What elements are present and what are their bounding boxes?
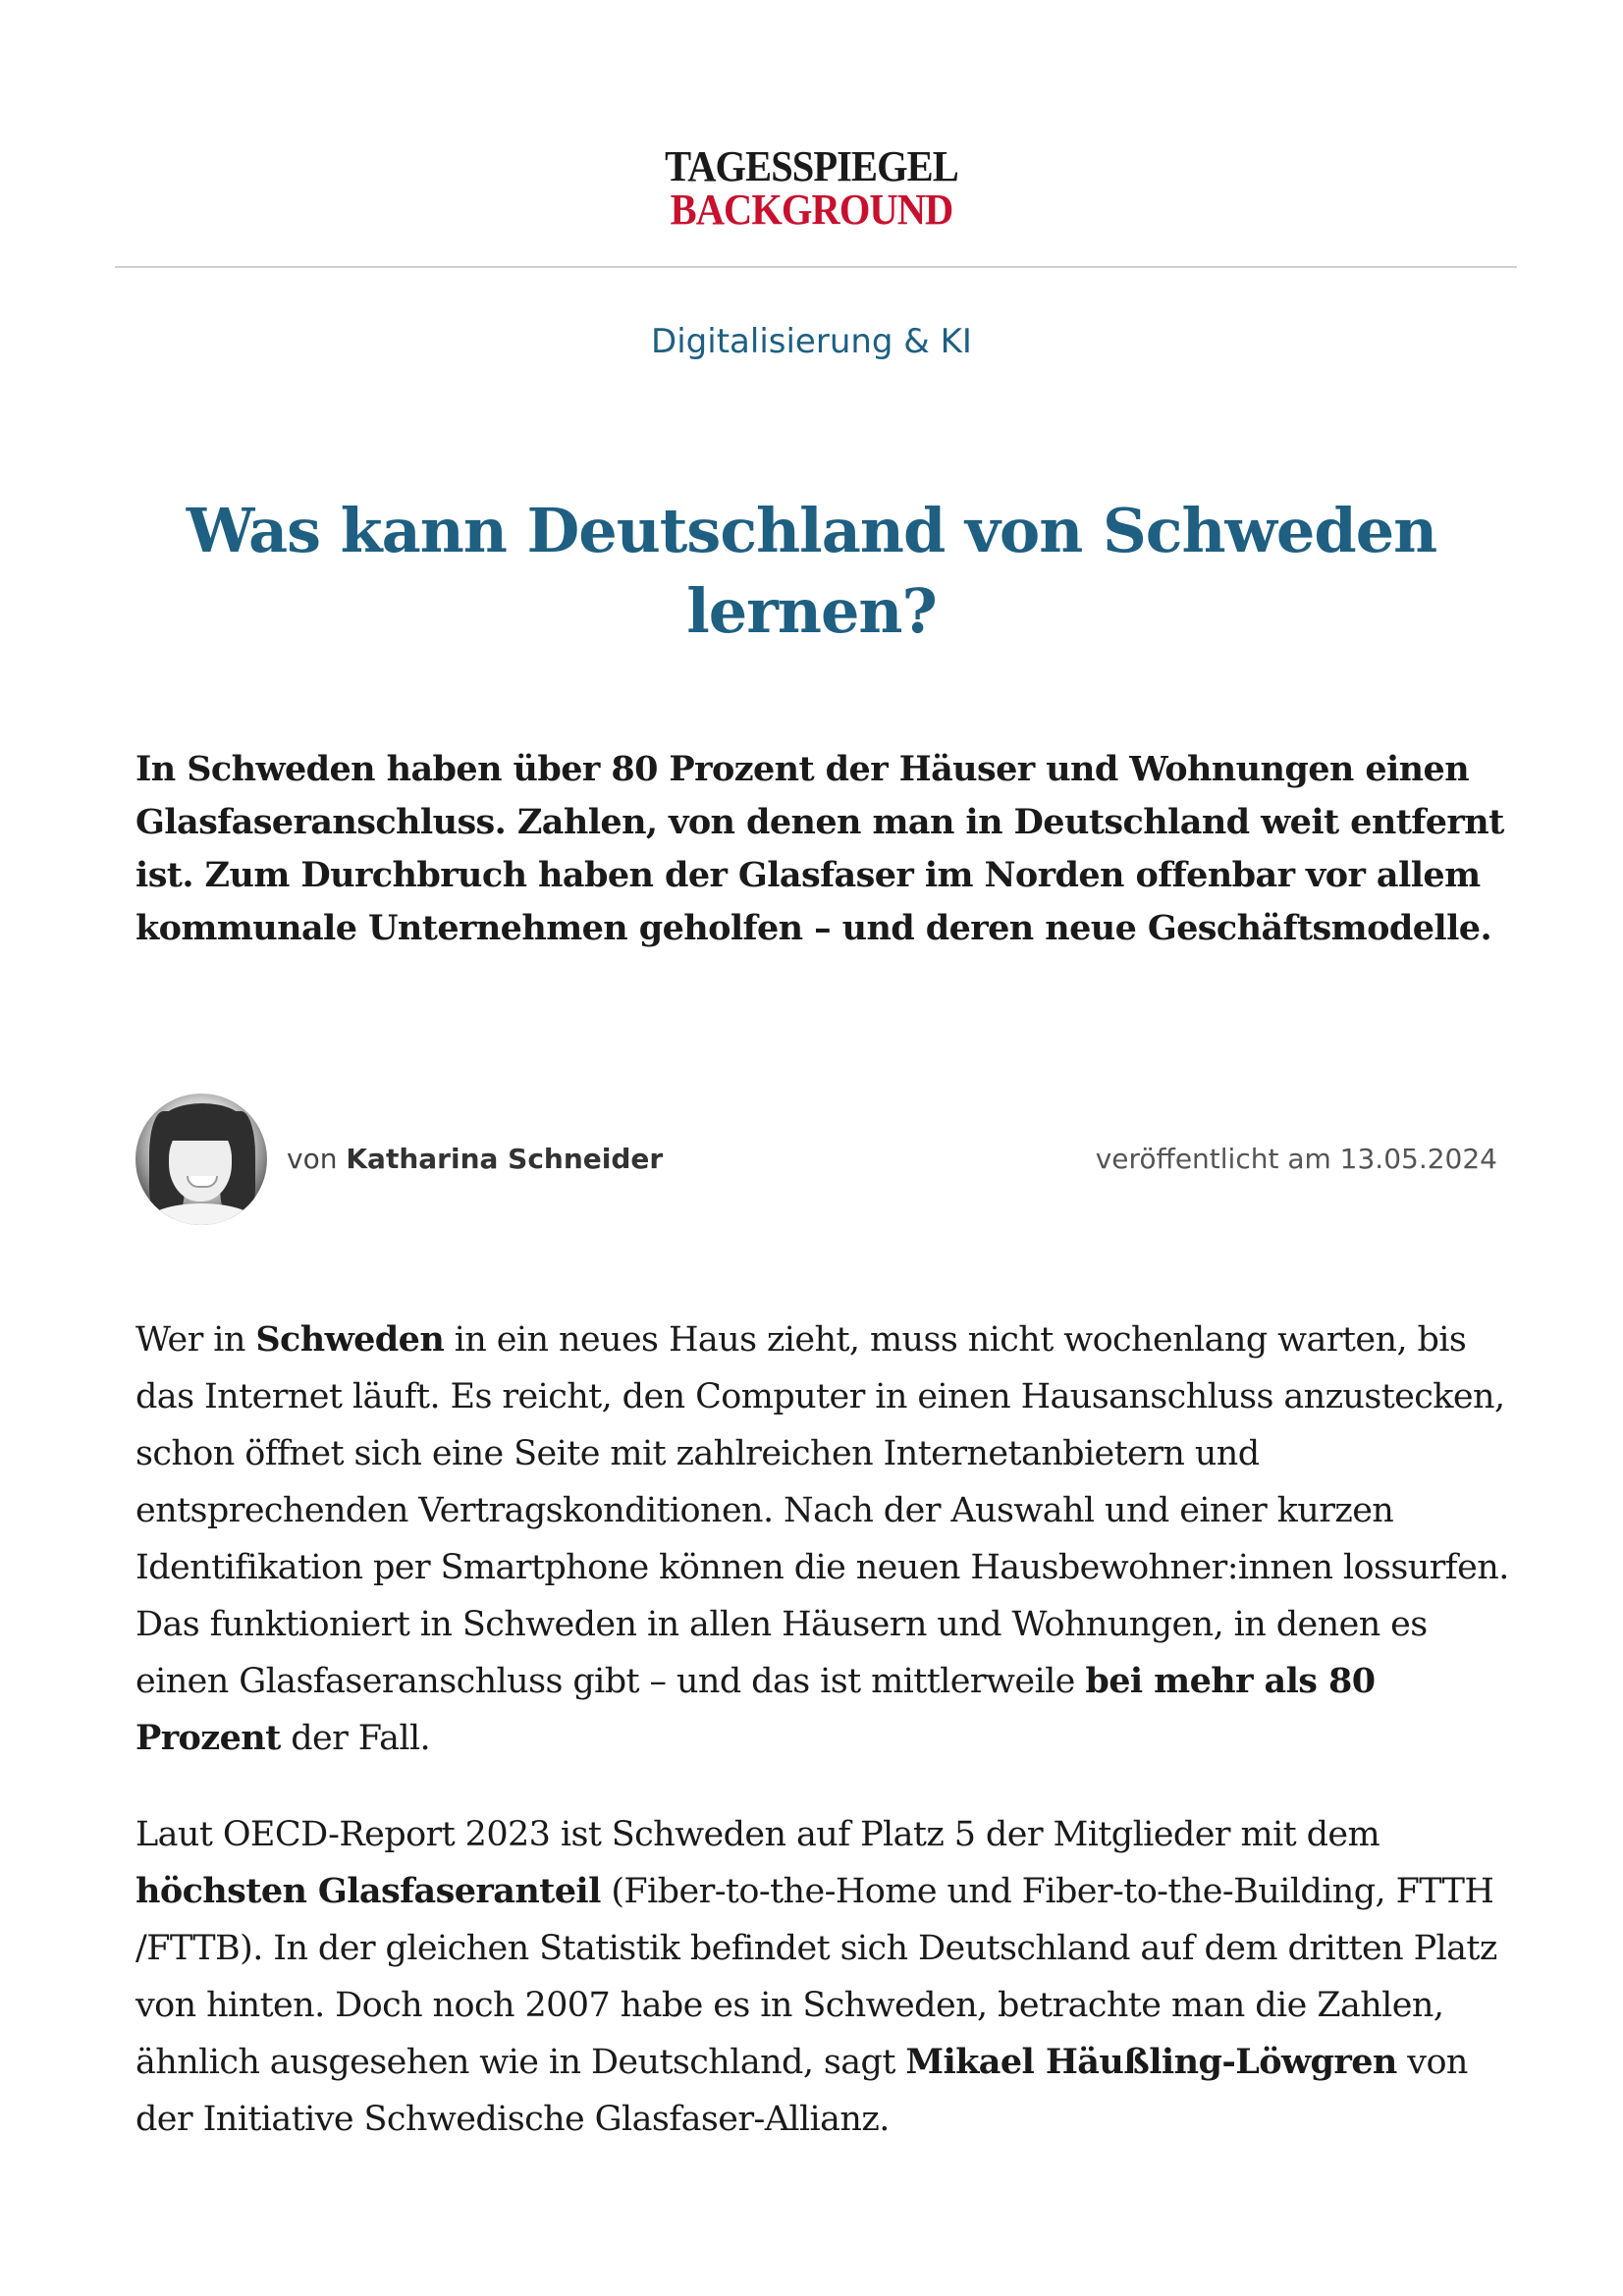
highlight-glasfaseranteil: höchsten Glasfaseranteil [135,1871,601,1911]
byline-prefix: von [287,1143,338,1175]
category-label[interactable]: Digitalisierung & KI [651,322,972,361]
article-lead: In Schweden haben über 80 Prozent der Häuser und Wohnungen einen Glasfaseranschluss. Zahlen, von denen man in Deutschland weit entfernt ist. Zum Durchbruch haben der Glasfaser im Norden offenbar vor allem kommunale Unternehmen geholfen – und deren neue Geschäftsmodelle. [135,749,1504,948]
publish-date: veröffentlicht am 13.05.2024 [1095,1143,1497,1175]
author-name[interactable]: Katharina Schneider [346,1143,664,1175]
byline [287,1143,663,1175]
highlight-80-prozent: bei mehr als 80 Prozent [135,1661,1376,1758]
highlight-schweden: Schweden [255,1319,445,1360]
article-paragraph-2: Laut OECD-Report 2023 ist Schweden auf Platz 5 der Mitglieder mit dem höchsten Glasfaseranteil (Fiber-to-the-Home und Fiber-to-the-Building, FTTH /FTTB). In der gleichen Statistik befindet sich Deutschland auf dem dritten Platz von hinten. Doch noch 2007 habe es in Schweden, betrachte man die Zahlen, ähnlich ausgesehen wie in Deutschland, sagt Mikael Häußling-Löwgren von der Initiative Schwedische Glasfaser-Allianz. [135,1815,1497,2139]
logo-line-tagesspiegel: TAGESSPIEGEL [665,142,958,190]
logo-line-background: BACKGROUND [670,186,953,234]
highlight-person-name: Mikael Häußling-Löwgren [905,2042,1397,2082]
article-paragraph-1: Wer in Schweden in ein neues Haus zieht, muss nicht wochenlang warten, bis das Internet läuft. Es reicht, den Computer in einen Hausanschluss anzustecken, schon öffnet sich eine Seite mit zahlreichen Internetanbietern und entsprechenden Vertragskonditionen. Nach der Auswahl und einer kurzen Identifikation per Smartphone können die neuen Hausbewohner:innen lossurfen. Das funktioniert in Schweden in allen Häusern und Wohnungen, in denen es einen Glasfaseranschluss gibt – und das ist mittlerweile bei mehr als 80 Prozent der Fall. [135,1319,1509,1758]
author-avatar [135,1094,267,1225]
publication-logo[interactable] [0,142,1623,234]
article-headline: Was kann Deutschland von Schweden lernen? [186,495,1437,647]
header-divider [115,266,1517,268]
